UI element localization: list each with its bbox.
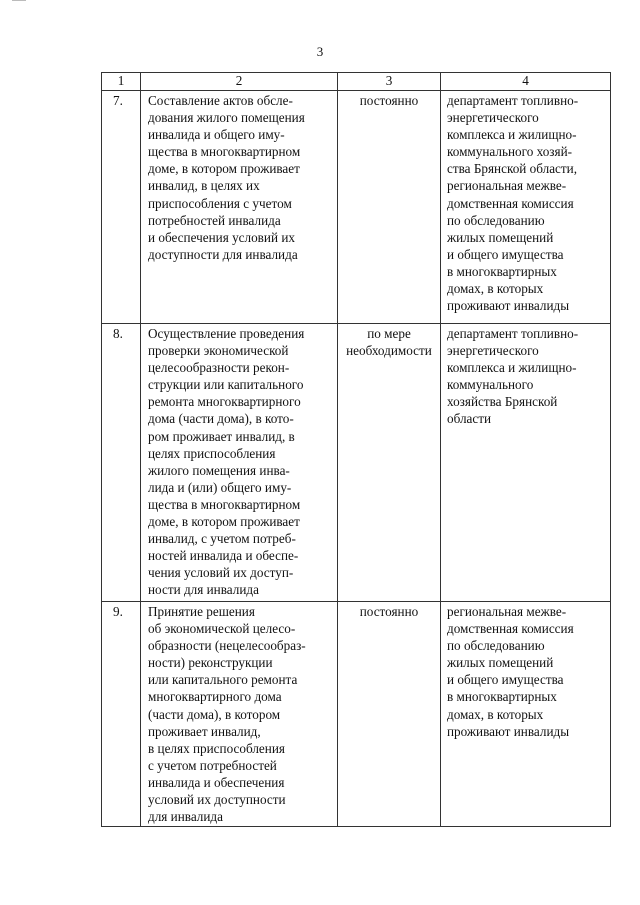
measure-text: [141, 324, 337, 599]
text-line: инвалида и обеспечения: [148, 774, 285, 790]
row-number: 7.: [113, 93, 123, 108]
text-line: комплекса и жилищно-: [447, 127, 577, 143]
text-line: щества в многоквартирном: [148, 144, 301, 160]
text-line: региональная межве-: [447, 178, 567, 194]
text-line: доме, в котором проживает: [148, 514, 300, 530]
text-line: целесообразности рекон-: [148, 360, 290, 376]
table-header-row: [102, 73, 611, 91]
text-line: ностей инвалида и обеспе-: [148, 548, 299, 564]
text-line: с учетом потребностей: [148, 757, 277, 773]
text-line: образности (нецелесообраз-: [148, 638, 306, 654]
text-line: в многоквартирных: [447, 689, 557, 705]
text-line: в целях приспособления: [148, 740, 285, 756]
responsible-cell: [441, 91, 611, 324]
term-text: [338, 91, 440, 109]
text-line: инвалид, в целях их: [148, 178, 260, 194]
text-line: коммунального: [447, 377, 534, 393]
text-line: комплекса и жилищно-: [447, 360, 577, 376]
text-line: коммунального хозяй-: [447, 144, 573, 160]
text-line: и общего имущества: [447, 672, 564, 688]
responsible-text: [441, 602, 610, 740]
text-line: Составление актов обсле-: [148, 93, 293, 108]
text-line: по обследованию: [447, 212, 545, 228]
text-line: проживают инвалиды: [447, 298, 570, 314]
text-line: Принятие решения: [148, 604, 255, 619]
row-number: 8.: [113, 326, 123, 341]
text-line: домственная комиссия: [447, 195, 574, 211]
text-line: постоянно: [359, 93, 419, 108]
text-line: ремонта многоквартирного: [148, 394, 301, 410]
text-line: домственная комиссия: [447, 621, 574, 637]
measure-text: [141, 91, 337, 263]
row-number-cell: [102, 91, 141, 324]
page-number: 3: [316, 44, 324, 59]
text-line: чения условий их доступ-: [148, 565, 294, 581]
text-line: (части дома), в котором: [148, 706, 281, 722]
text-line: энергетического: [447, 343, 539, 359]
text-line: доступности для инвалида: [148, 246, 298, 262]
table-row: [102, 91, 611, 324]
text-line: домах, в которых: [447, 706, 544, 722]
text-line: необходимости: [346, 343, 432, 359]
text-line: проживает инвалид,: [148, 723, 261, 739]
column-header-1: 1: [102, 73, 141, 91]
term-cell: [338, 602, 441, 827]
responsible-text: [441, 91, 610, 314]
text-line: дования жилого помещения: [148, 110, 305, 126]
text-line: хозяйства Брянской: [447, 394, 558, 410]
text-line: области: [447, 411, 492, 427]
term-text: [338, 602, 440, 620]
text-line: постоянно: [359, 604, 419, 619]
text-line: и обеспечения условий их: [148, 229, 295, 245]
text-line: департамент топливно-: [447, 326, 579, 341]
column-header-3: 3: [338, 73, 441, 91]
text-line: региональная межве-: [447, 604, 567, 619]
text-line: ром проживает инвалид, в: [148, 428, 295, 444]
measures-table: [101, 72, 611, 827]
term-cell: [338, 324, 441, 602]
text-line: жилых помещений: [447, 229, 554, 245]
text-line: инвалид, с учетом потреб-: [148, 531, 296, 547]
measure-cell: [141, 324, 338, 602]
text-line: условий их доступности: [148, 792, 286, 808]
measure-cell: [141, 91, 338, 324]
column-header-4: 4: [441, 73, 611, 91]
text-line: жилого помещения инва-: [148, 462, 290, 478]
scan-mark: [12, 0, 26, 4]
table-row: [102, 324, 611, 602]
term-text: [338, 324, 440, 359]
text-line: или капитального ремонта: [148, 672, 298, 688]
text-line: ности для инвалида: [148, 582, 259, 598]
text-line: в многоквартирных: [447, 263, 557, 279]
text-line: ства Брянской области,: [447, 161, 578, 177]
text-line: потребностей инвалида: [148, 212, 281, 228]
text-line: об экономической целесо-: [148, 621, 296, 637]
text-line: струкции или капитального: [148, 377, 304, 393]
text-line: департамент топливно-: [447, 93, 579, 108]
text-line: многоквартирного дома: [148, 689, 282, 705]
text-line: домах, в которых: [447, 281, 544, 297]
text-line: дома (части дома), в кото-: [148, 411, 294, 427]
measure-text: [141, 602, 337, 825]
term-cell: [338, 91, 441, 324]
table-row: [102, 602, 611, 827]
text-line: энергетического: [447, 110, 539, 126]
column-header-2: 2: [141, 73, 338, 91]
text-line: по мере: [367, 326, 411, 341]
text-line: приспособления с учетом: [148, 195, 292, 211]
text-line: для инвалида: [148, 809, 223, 825]
text-line: проживают инвалиды: [447, 723, 570, 739]
text-line: целях приспособления: [148, 445, 276, 461]
row-number: 9.: [113, 604, 123, 619]
responsible-text: [441, 324, 610, 428]
text-line: Осуществление проведения: [148, 326, 305, 341]
responsible-cell: [441, 324, 611, 602]
text-line: доме, в котором проживает: [148, 161, 300, 177]
text-line: по обследованию: [447, 638, 545, 654]
text-line: щества в многоквартирном: [148, 496, 301, 512]
responsible-cell: [441, 602, 611, 827]
text-line: и общего имущества: [447, 246, 564, 262]
text-line: ности) реконструкции: [148, 655, 273, 671]
text-line: инвалида и общего иму-: [148, 127, 285, 143]
text-line: жилых помещений: [447, 655, 554, 671]
measure-cell: [141, 602, 338, 827]
text-line: проверки экономической: [148, 343, 289, 359]
row-number-cell: [102, 324, 141, 602]
row-number-cell: [102, 602, 141, 827]
text-line: лида и (или) общего иму-: [148, 479, 292, 495]
